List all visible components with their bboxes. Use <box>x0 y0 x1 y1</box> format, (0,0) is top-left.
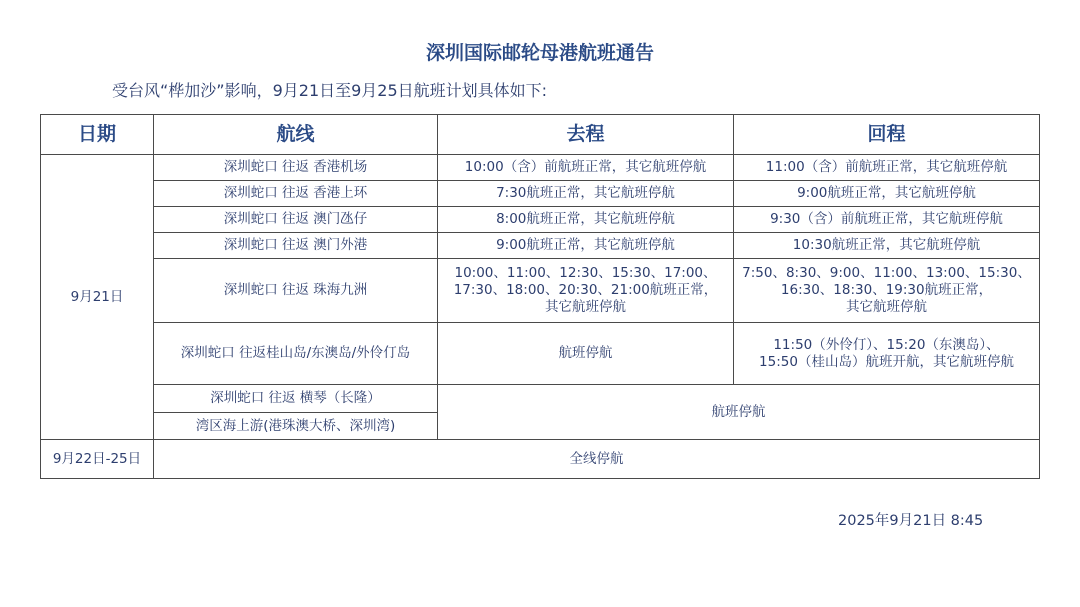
outbound-cell: 7:30航班正常，其它航班停航 <box>438 181 734 207</box>
return-line: 16:30、18:30、19:30航班正常， <box>780 282 993 298</box>
page-title: 深圳国际邮轮母港航班通告 <box>425 42 654 64</box>
header-date: 日期 <box>41 115 154 155</box>
return-cell: 11:00（含）前航班正常，其它航班停航 <box>734 155 1040 181</box>
return-line: 15:50（桂山岛）航班开航，其它航班停航 <box>759 353 1014 370</box>
route-cell: 深圳蛇口 往返 澳门外港 <box>154 233 438 259</box>
return-cell: 9:30（含）前航班正常，其它航班停航 <box>734 207 1040 233</box>
outbound-cell: 10:00（含）前航班正常，其它航班停航 <box>438 155 734 181</box>
return-line: 7:50、8:30、9:00、11:00、13:00、15:30、 <box>742 265 1031 281</box>
header-row <box>41 115 1040 155</box>
outbound-line: 其它航班停航 <box>545 299 626 315</box>
route-cell: 深圳蛇口 往返 香港机场 <box>154 155 438 181</box>
return-cell <box>734 259 1040 323</box>
route-cell: 深圳蛇口 往返 澳门氹仔 <box>154 207 438 233</box>
table-row <box>41 181 1040 207</box>
intro-text: 受台风“桦加沙”影响，9月21日至9月25日航班计划具体如下: <box>112 81 548 100</box>
merged-status-cell: 航班停航 <box>438 385 1040 440</box>
table-row <box>41 323 1040 385</box>
outbound-cell: 8:00航班正常，其它航班停航 <box>438 207 734 233</box>
route-cell: 深圳蛇口 往返 横琴（长隆） <box>154 385 438 413</box>
header-route: 航线 <box>154 115 438 155</box>
return-cell <box>734 323 1040 385</box>
return-line: 其它航班停航 <box>846 299 927 315</box>
header-outbound: 去程 <box>438 115 734 155</box>
route-cell: 湾区海上游(港珠澳大桥、深圳湾) <box>154 413 438 440</box>
header-return: 回程 <box>734 115 1040 155</box>
route-cell: 深圳蛇口 往返 香港上环 <box>154 181 438 207</box>
schedule-table <box>40 114 1040 479</box>
outbound-line: 10:00、11:00、12:30、15:30、17:00、 <box>454 265 717 281</box>
day2-status-cell: 全线停航 <box>154 440 1040 479</box>
route-cell: 深圳蛇口 往返桂山岛/东澳岛/外伶仃岛 <box>154 323 438 385</box>
table-row <box>41 440 1040 479</box>
outbound-cell: 航班停航 <box>438 323 734 385</box>
table-row <box>41 259 1040 323</box>
date-cell-day1: 9月21日 <box>41 155 154 440</box>
date-cell-day2: 9月22日-25日 <box>41 440 154 479</box>
table-row <box>41 385 1040 413</box>
outbound-line: 17:30、18:00、20:30、21:00航班正常， <box>453 282 718 298</box>
table-row <box>41 155 1040 181</box>
return-line: 11:50（外伶仃）、15:20（东澳岛）、 <box>773 336 1000 353</box>
return-cell: 9:00航班正常，其它航班停航 <box>734 181 1040 207</box>
notice-timestamp: 2025年9月21日 8:45 <box>838 513 984 529</box>
outbound-cell <box>438 259 734 323</box>
route-cell: 深圳蛇口 往返 珠海九洲 <box>154 259 438 323</box>
table-row <box>41 207 1040 233</box>
table-row <box>41 233 1040 259</box>
outbound-cell: 9:00航班正常，其它航班停航 <box>438 233 734 259</box>
return-cell: 10:30航班正常，其它航班停航 <box>734 233 1040 259</box>
